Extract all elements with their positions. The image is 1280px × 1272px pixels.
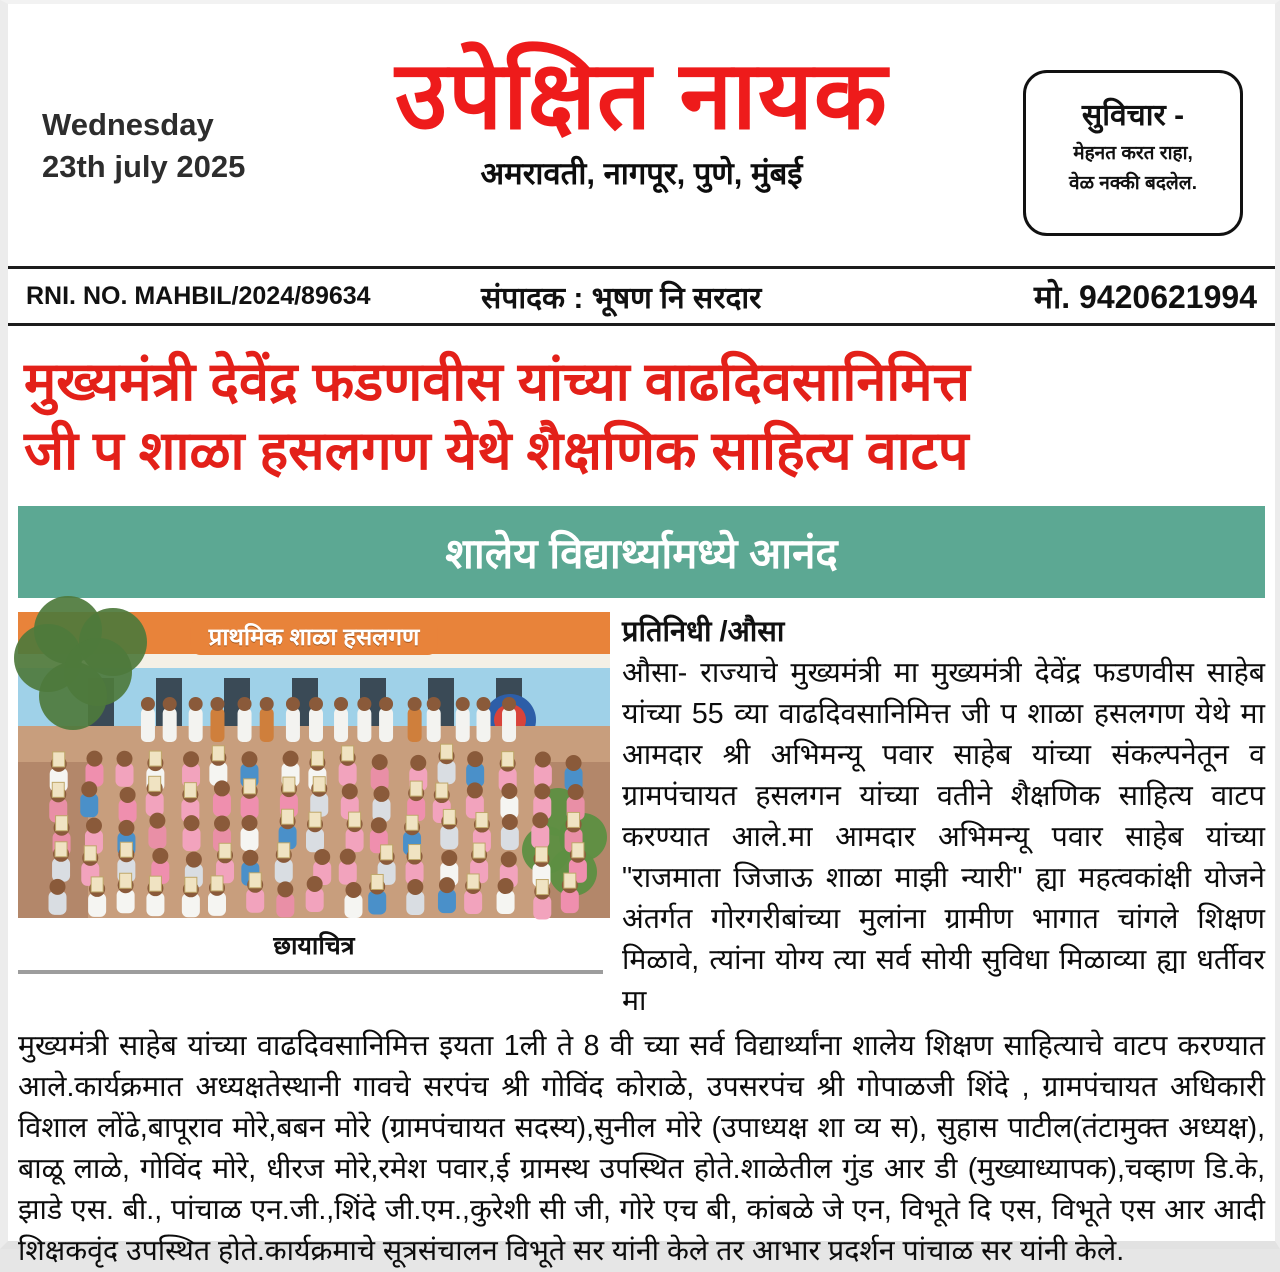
info-bar bbox=[8, 266, 1275, 326]
subheadline-text: शालेय विद्यार्थ्यामध्ये आनंद bbox=[445, 529, 838, 577]
main-headline bbox=[8, 326, 1275, 496]
article-line: शिक्षकवृंद उपस्थित होते.कार्यक्रमाचे सूत्रसंचालन विभूते सर यांनी केले तर आभार प्रदर्शन पांचाळ सर यांनी केले. bbox=[18, 1235, 1125, 1268]
article-line: आमदार श्री अभिमन्यू पवार साहेब यांच्या संकल्पनेतून व bbox=[622, 739, 1265, 772]
column-lines bbox=[622, 653, 1265, 1022]
quote-line-2: वेळ नक्की बदलेल. bbox=[1069, 172, 1197, 194]
article-line: झाडे एस. बी., पांचाळ एन.जी.,शिंदे जी.एम.,कुरेशी सी जी, गोरे एच बी, कांबळे जे एन, विभूते दि एस, विभूते एस आर आदी bbox=[18, 1194, 1265, 1227]
full-width-lines bbox=[18, 1022, 1265, 1272]
issue-day: Wednesday bbox=[42, 107, 214, 142]
headline-line-2: जी प शाळा हसलगण येथे शैक्षणिक साहित्य वाटप bbox=[24, 421, 969, 482]
article-line: मिळावे, त्यांना योग्य त्या सर्व सोयी सुविधा मिळाव्या ह्या धर्तीवर मा bbox=[622, 944, 1265, 1018]
masthead-cities: अमरावती, नागपूर, पुणे, मुंबई bbox=[480, 156, 803, 192]
article-line: मुख्यमंत्री साहेब यांच्या वाढदिवसानिमित्त इयता 1ली ते 8 वी च्या सर्व विद्यार्थ्यांना शालेय शिक्षण साहित्याचे वाटप करण्यात bbox=[18, 1030, 1265, 1063]
editor-name: संपादक : भूषण नि सरदार bbox=[481, 281, 762, 315]
quote-box bbox=[1023, 70, 1243, 236]
article-line: अंतर्गत गोरगरीबांच्या मुलांना ग्रामीण भागात चांगले शिक्षण bbox=[622, 903, 1265, 936]
article-line: आले.कार्यक्रमात अध्यक्षतेस्थानी गावचे सरपंच श्री गोविंद कोराळे, उपसरपंच श्री गोपाळजी शिंदे , ग्रामपंचायत अधिकारी bbox=[18, 1071, 1265, 1104]
photo-column bbox=[18, 612, 610, 974]
mobile-number: मो. 9420621994 bbox=[1033, 278, 1257, 315]
article-line: विशाल लोंढे,बापूराव मोरे,बबन मोरे (ग्रामपंचायत सदस्य),सुनील मोरे (उपाध्यक्ष शा व्य स), सुहास पाटील(तंटामुक्त अध्यक्ष), bbox=[18, 1112, 1265, 1145]
rni-number: RNI. NO. MAHBIL/2024/89634 bbox=[26, 281, 371, 310]
article-line: "राजमाता जिजाऊ शाळा माझी न्यारी" ह्या महत्वकांक्षी योजने bbox=[622, 862, 1265, 895]
article-body bbox=[8, 598, 1275, 1272]
article-line: औसा- राज्याचे मुख्यमंत्री मा मुख्यमंत्री देवेंद्र फडणवीस साहेब bbox=[622, 657, 1265, 690]
news-photo bbox=[18, 612, 610, 918]
subheadline-band bbox=[18, 506, 1265, 598]
photo-caption: छायाचित्र bbox=[273, 932, 355, 961]
article-line: यांच्या 55 व्या वाढदिवसानिमित्त जी प शाळा हसलगण येथे मा bbox=[622, 698, 1265, 731]
article-column-text bbox=[622, 612, 1265, 1022]
headline-line-1: मुख्यमंत्री देवेंद्र फडणवीस यांच्या वाढदिवसानिमित्त bbox=[24, 352, 970, 412]
photo-illustration bbox=[18, 612, 610, 918]
article-line: करण्यात आले.मा आमदार अभिमन्यू पवार साहेब यांच्या bbox=[622, 821, 1265, 854]
masthead-title: उपेक्षित नायक bbox=[395, 43, 888, 149]
quote-title: सुविचार - bbox=[1081, 99, 1185, 132]
byline: प्रतिनिधी /औसा bbox=[622, 616, 785, 649]
caption-divider bbox=[18, 970, 603, 974]
school-banner-text: प्राथमिक शाळा हसलगण bbox=[191, 618, 438, 655]
article-line: ग्रामपंचायत हसलगन यांच्या वतीने शैक्षणिक साहित्य वाटप bbox=[622, 780, 1265, 813]
article-line: बाळू लाळे, गोविंद मोरे, धीरज मोरे,रमेश पवार,ई ग्रामस्थ उपस्थित होते.शाळेतील गुंड आर डी (मुख्याध्यापक),चव्हाण डि.के, bbox=[18, 1153, 1265, 1186]
quote-line-1: मेहनत करत राहा, bbox=[1073, 143, 1193, 164]
issue-date-text: 23th july 2025 bbox=[42, 148, 246, 184]
header bbox=[8, 4, 1275, 266]
